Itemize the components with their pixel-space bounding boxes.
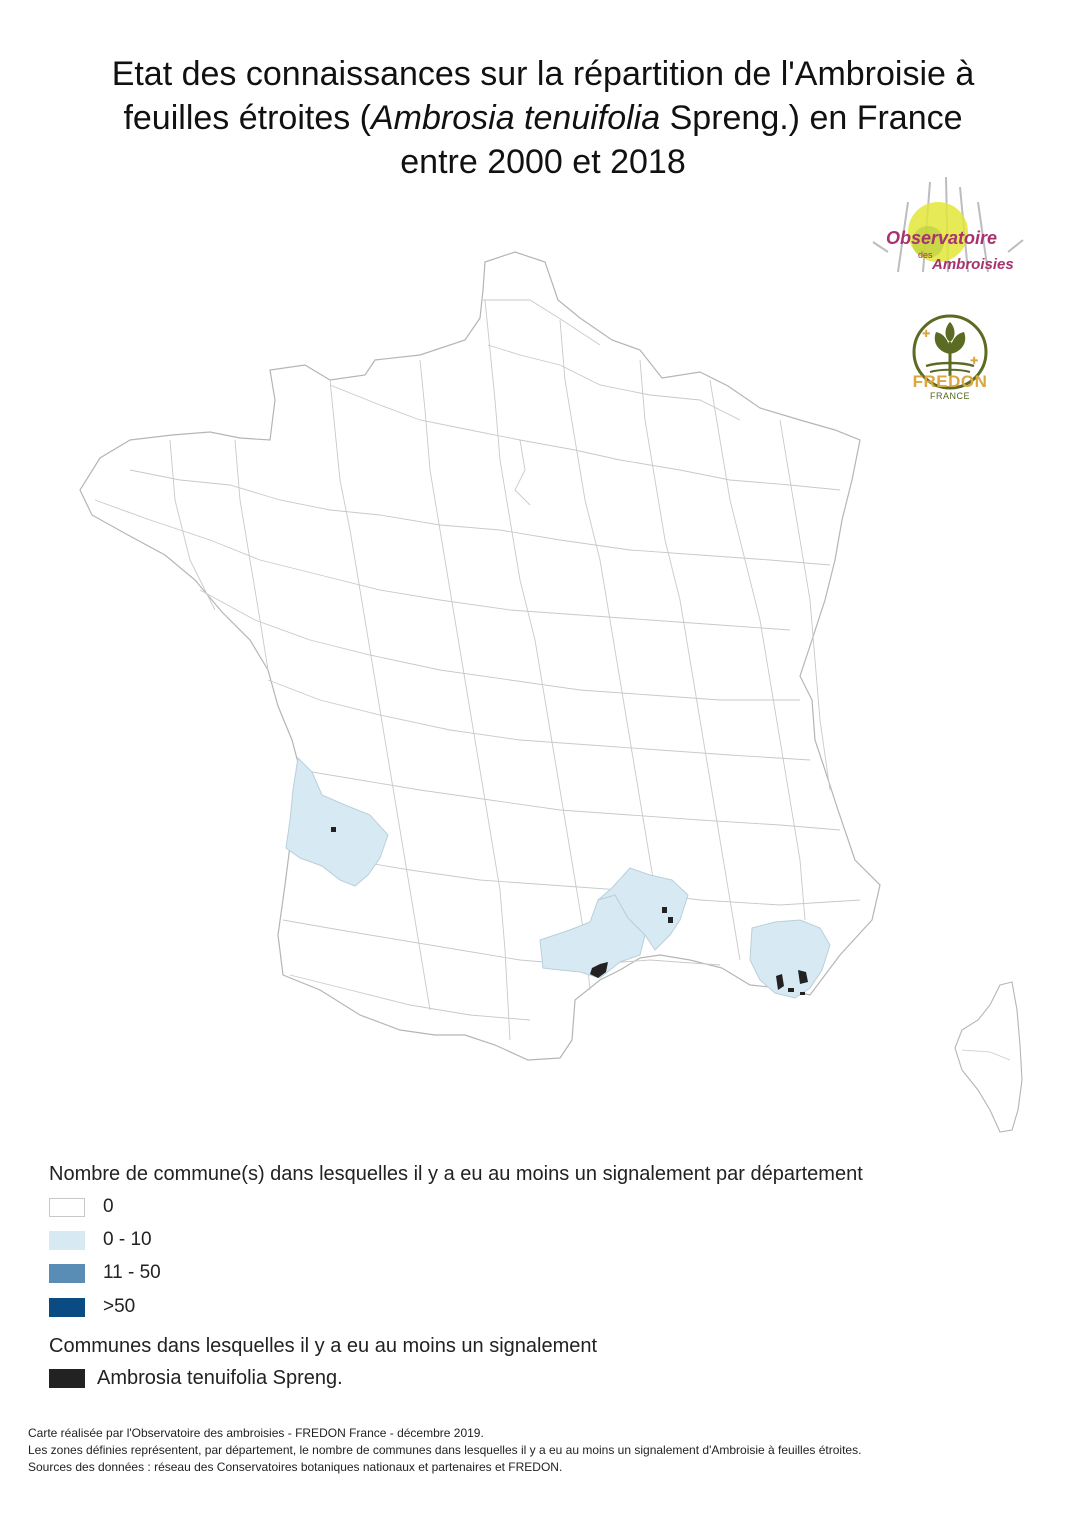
credits-line-2: Les zones définies représentent, par département, le nombre de communes dans lesquelles il y a eu au moins un signalement d'Ambroisie à feuilles étroites. bbox=[28, 1443, 862, 1457]
legend-item bbox=[49, 1296, 135, 1318]
legend-label: Ambrosia tenuifolia Spreng. bbox=[97, 1366, 343, 1389]
commune-marker bbox=[788, 988, 794, 992]
commune-marker bbox=[331, 827, 336, 832]
title-line-1: Etat des connaissances sur la répartition de l'Ambroisie à bbox=[111, 55, 975, 93]
observatoire-line-2: des bbox=[918, 250, 933, 260]
title-line-2-prefix: feuilles étroites ( bbox=[123, 99, 371, 137]
legend-item bbox=[49, 1229, 152, 1251]
svg-text:✚: ✚ bbox=[970, 356, 979, 367]
title-species-name: Ambrosia tenuifolia bbox=[371, 99, 661, 137]
commune-marker bbox=[668, 917, 673, 923]
legend-swatch bbox=[49, 1198, 85, 1217]
svg-text:✚: ✚ bbox=[922, 329, 931, 340]
credits-line-1: Carte réalisée par l'Observatoire des ambroisies - FREDON France - décembre 2019. bbox=[28, 1426, 484, 1440]
fredon-logo-name: FREDON bbox=[912, 372, 988, 391]
title-line-3: entre 2000 et 2018 bbox=[400, 143, 686, 181]
credits-line-3: Sources des données : réseau des Conservatoires botaniques nationaux et partenaires et FREDON. bbox=[28, 1460, 563, 1474]
title-line-2-suffix: Spreng.) en France bbox=[660, 99, 963, 137]
legend-swatch bbox=[49, 1369, 85, 1388]
legend-label: 11 - 50 bbox=[103, 1262, 161, 1283]
legend-label: 0 bbox=[103, 1196, 114, 1217]
legend-label: 0 - 10 bbox=[103, 1229, 152, 1250]
legend-swatch bbox=[49, 1298, 85, 1317]
legend-label: >50 bbox=[103, 1296, 136, 1317]
commune-marker bbox=[662, 907, 667, 913]
legend-swatch bbox=[49, 1264, 85, 1283]
observatoire-line-1: Observatoire bbox=[886, 228, 998, 248]
fredon-logo-subtitle: FRANCE bbox=[929, 391, 970, 401]
observatoire-line-3: Ambroisies bbox=[932, 256, 1014, 273]
corsica-outline bbox=[955, 982, 1022, 1132]
legend-item bbox=[49, 1196, 114, 1218]
legend-departments-title: Nombre de commune(s) dans lesquelles il y a eu au moins un signalement par département bbox=[49, 1163, 863, 1185]
legend-item bbox=[49, 1367, 343, 1389]
credits bbox=[28, 1425, 861, 1476]
legend-swatch bbox=[49, 1231, 85, 1250]
commune-marker bbox=[800, 992, 805, 995]
legend-communes-title: Communes dans lesquelles il y a eu au moins un signalement bbox=[49, 1335, 598, 1357]
legend-item bbox=[49, 1262, 161, 1284]
observatoire-ambroisies-logo bbox=[868, 172, 1028, 290]
